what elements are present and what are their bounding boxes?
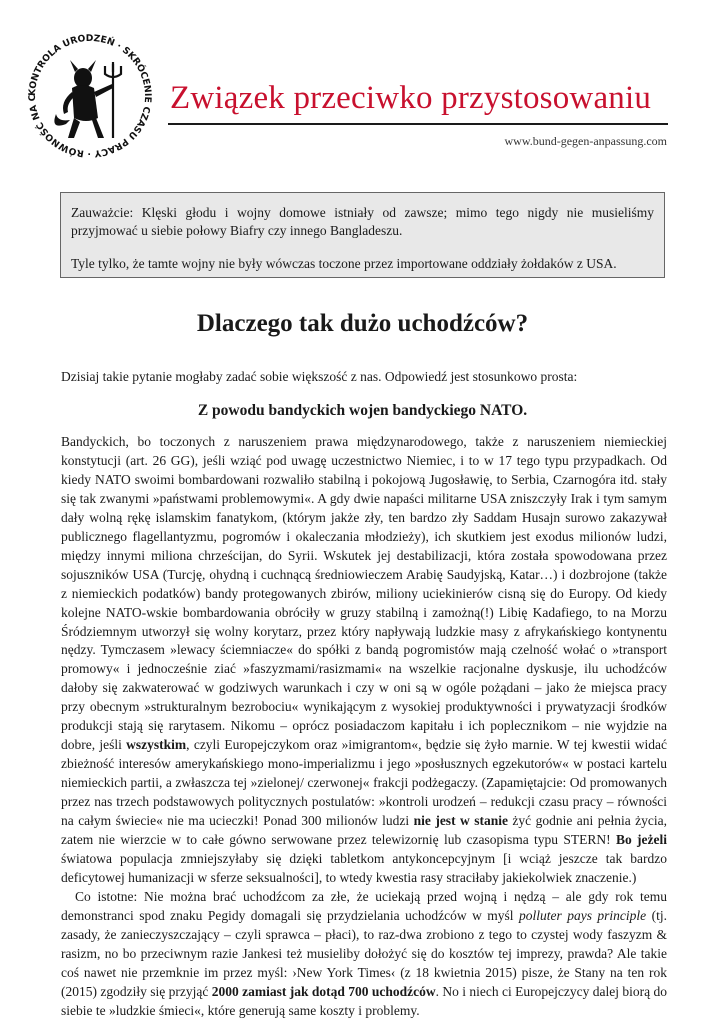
header-divider [168,123,668,125]
article-intro: Dzisiaj takie pytanie mogłaby zadać sobie większość z nas. Odpowiedź jest stosunkowo prosta: [61,369,578,384]
logo-ring-text: KONTROLA URODZEŃ · SKRÓCENIE CZASU PRACY · RÓWNOŚĆ NA C [26,32,154,160]
page-header-title: Związek przeciwko przystosowaniu [170,80,652,116]
body-paragraph: Bandyckich, bo toczonych z naruszeniem prawa międzynarodowego, także z naruszeniem niemieckiej konstytucji (art. 26 GG), jeśli wziąć pod uwagę uczestnictwo Niemiec, i to w 17 tego typu przypadkach. Od kiedy NATO swoimi bombardowani rozwaliło stabilną i pokojową Jugosławię, to Serbia, Czarnogóra itd. stały się tak zwanymi »państwami problemowymi«. A gdy dwie napaści militarne USA zniszczyły Irak i tym samym dały wolną rękę islamskim fanatykom, (którym jakże zły, ten bardzo zły Saddam Husajn surowo zakazywał publicznego flagellantyzmu, pogromów i okaleczania młodzieży), ich skutkiem jest exodus milionów ludzi, między innymi miliona chrześcijan, do Syrii. Wskutek jej destabilizacji, która została spowodowana przez sojuszników USA (Turcję, ohydną i cuchnącą średniowieczem Arabię Saudyjską, Katar…) i dozbrojone (także z niemieckich podatków) bandy protegowanych zbirów, miliony uciekinierów cisną się do Europy. Od kiedy kolejne NATO-wskie bombardowania obróciły w gruzy stabilną i zamożną(!) Libię Kadafiego, to na Morzu Śródziemnym utworzył się wolny korytarz, przez który napływają ludzkie masy z afrykańskiego kontynentu nędzy. Tymczasem »lewacy ściemniacze« do spółki z bandą pogromistów mają czelność wołać o »transport promowy« i jednocześnie ziać »faszyzmami/rasizmami« na wszelkie racjonalne dyskusje, ilu uchodźców dałoby się zakwaterować w godziwych warunkach i czy w oni są w ogóle pożądani – jako że miejsca pracy przy obecnym »strukturalnym bezrobociu« wynikającym z wysokiej produktywności i prywatyzacji środków produkcji stają się rarytasem. Nikomu – oprócz posiadaczom kapitału i ich poplecznikom – nie wyjdzie na dobre, jeśli wszystkim, czyli Europejczykom oraz »imigrantom«, będzie się żyło marnie. W tej kwestii widać zbieżność interesów amerykańskiego mono-imperializmu i jego »posłusznych egzekutorów« w postaci kartelu niemieckich partii, a zwłaszcza tej »zielonej/ czerwonej« frakcji podżegaczy. (Zapamiętajcie: Od promowanych przez nas trzech podstawowych politycznych postulatów: »kontroli urodzeń – redukcji czasu pracy – równości na całym świecie« nie ma ucieczki! Ponad 300 milionów ludzi nie jest w stanie żyć godnie ani pełnia życia, zatem nie wierzcie w to całe gówno serwowane przez telewizornię lub czasopisma typu STERN! Bo jeżeli światowa populacja zmniejszyłaby się dzięki tabletkom antykoncepcyjnym [i wciąż jeszcze tak bardzo deficytowej humanizacji w sferze seksualności], to wtedy kwestia rasy straciłaby jakiekolwiek znaczenie.) [61,434,667,885]
website-url: www.bund-gegen-anpassung.com [504,134,667,148]
article-title: Dlaczego tak dużo uchodźców? [196,310,529,337]
article-subtitle: Z powodu bandyckich wojen bandyckiego NATO. [197,402,528,419]
notice-box [60,192,665,278]
notice-paragraph: Zauważcie: Klęski głodu i wojny domowe istniały od zawsze; mimo tego nigdy nie musieliśmy przyjmować u siebie połowy Biafry czy innego Bangladeszu. [71,205,654,238]
body-paragraph: Co istotne: Nie można brać uchodźcom za złe, że uciekają przed wojną i nędzą – ale gdy rok temu demonstranci spod znaku Pegidy domagali się przydzielania uchodźców w myśl polluter pays principle (tj. zasady, że zanieczyszczający – czyli sprawca – płaci), to raz-dwa zrobiono z tego to czystej wody faszyzm & rasizm, no bo przeciwnym razie Jankesi też musieliby dołożyć się do kosztów tej imprezy, prawda? Ale takie coś nawet nie przemknie im przez myśl: ›New York Times‹ (z 18 kwietnia 2015) pisze, że Stany na ten rok (2015) zgodziły się przyjąć 2000 zamiast jak dotąd 700 uchodźców. No i niech ci Europejczycy dalej biorą do siebie te »ludzkie śmieci«, które generują same koszty i problemy. [61,888,668,1018]
organization-logo [20,26,160,166]
notice-paragraph: Tyle tylko, że tamte wojny nie były wówczas toczone przez importowane oddziały żołdaków z USA. [71,256,617,271]
trident-icon [105,62,121,138]
article-body [61,433,667,1021]
